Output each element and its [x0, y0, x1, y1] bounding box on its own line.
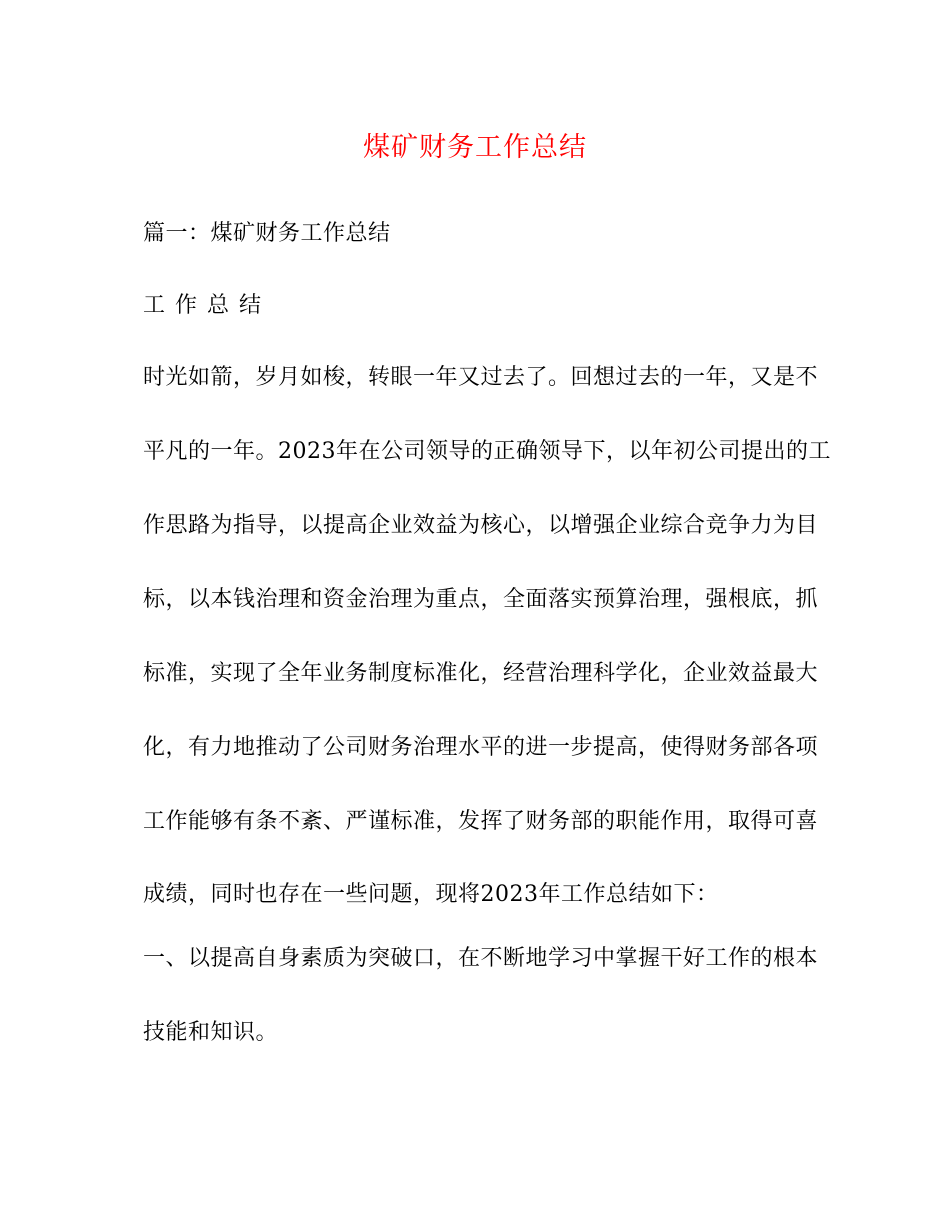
section-line: 一、以提高自身素质为突破口，在不断地学习中掌握干好工作的根本	[143, 946, 819, 971]
subtitle: 篇一：煤矿财务工作总结	[143, 221, 391, 246]
body-line: 标准，实现了全年业务制度标准化，经营治理科学化，企业效益最大	[143, 661, 819, 686]
section-line: 技能和知识。	[143, 1020, 279, 1045]
body-line: 化，有力地推动了公司财务治理水平的进一步提高，使得财务部各项	[143, 735, 819, 760]
body-line: 工作能够有条不紊、严谨标准，发挥了财务部的职能作用，取得可喜	[143, 809, 819, 834]
document-title: 煤矿财务工作总结	[363, 132, 587, 163]
body-line: 成绩，同时也存在一些问题，现将2023年工作总结如下：	[143, 882, 719, 907]
section-heading: 工作总结	[143, 293, 272, 318]
body-line: 标，以本钱治理和资金治理为重点，全面落实预算治理，强根底，抓	[143, 587, 819, 612]
body-line: 作思路为指导，以提高企业效益为核心，以增强企业综合竞争力为目	[143, 513, 819, 538]
body-line: 平凡的一年。2023年在公司领导的正确领导下，以年初公司提出的工	[143, 439, 831, 464]
body-line: 时光如箭，岁月如梭，转眼一年又过去了。回想过去的一年，又是不	[143, 365, 819, 390]
